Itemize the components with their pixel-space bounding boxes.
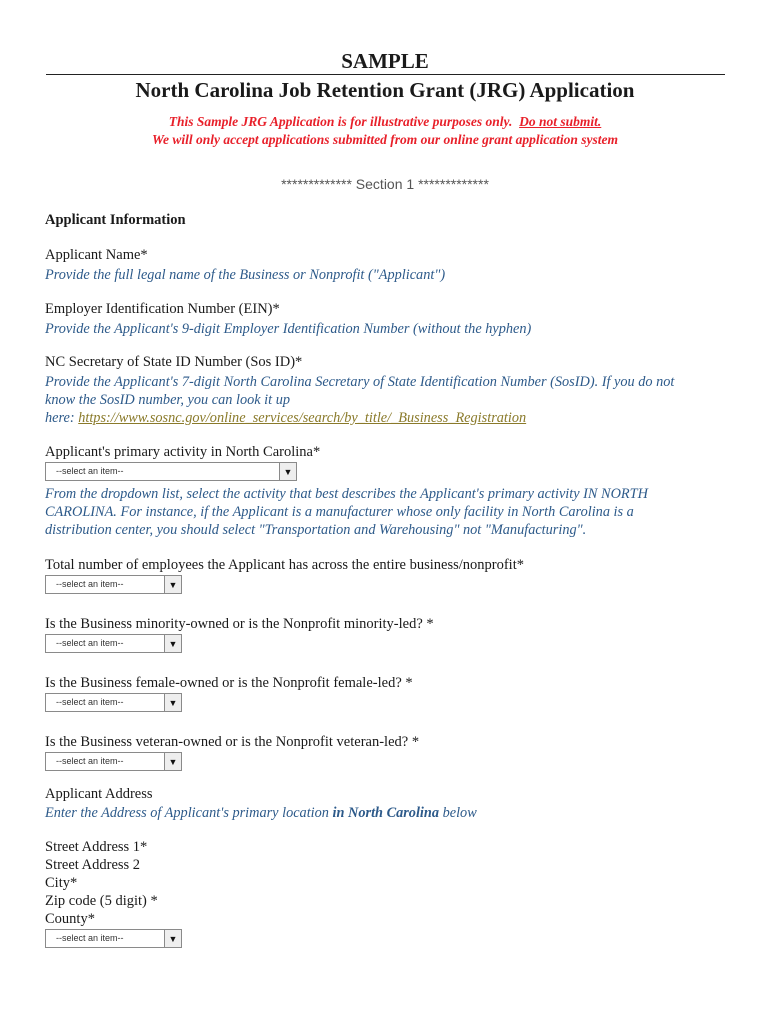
applicant-address-help xyxy=(45,804,725,822)
primary-activity-select[interactable] xyxy=(45,462,297,481)
sos-lookup-link[interactable]: https://www.sosnc.gov/online_services/search/by_title/_Business_Registration xyxy=(78,410,527,426)
sos-help-here: here: xyxy=(45,410,79,426)
female-owned-selected: --select an item-- xyxy=(56,697,124,707)
female-owned-label: Is the Business female-owned or is the Nonprofit female-led? * xyxy=(45,675,413,691)
employees-label: Total number of employees the Applicant has across the entire business/nonprofit* xyxy=(45,557,524,573)
street-address-2-label: Street Address 2 xyxy=(45,857,141,873)
veteran-owned-label: Is the Business veteran-owned or is the Nonprofit veteran-led? * xyxy=(45,734,420,750)
chevron-down-icon[interactable]: ▼ xyxy=(164,930,181,947)
minority-owned-selected: --select an item-- xyxy=(56,638,124,648)
minority-owned-label: Is the Business minority-owned or is the Nonprofit minority-led? * xyxy=(45,616,434,632)
street-address-1-label: Street Address 1* xyxy=(45,839,148,855)
notice-line-2: We will only accept applications submitted from our online grant application system xyxy=(152,132,618,147)
county-label: County* xyxy=(45,911,95,927)
sos-help-line-3 xyxy=(45,409,725,427)
sos-help-line-2: know the SosID number, you can look it up xyxy=(45,392,290,408)
applicant-name-label: Applicant Name* xyxy=(45,247,148,263)
sos-id-help xyxy=(45,373,725,427)
applicant-info-heading: Applicant Information xyxy=(45,212,186,228)
primary-activity-help xyxy=(45,485,725,539)
employees-select[interactable] xyxy=(45,575,182,594)
applicant-address-label: Applicant Address xyxy=(45,786,153,802)
activity-help-line-1: From the dropdown list, select the activity that best describes the Applicant's primary activity IN NORTH xyxy=(45,486,648,502)
header-divider xyxy=(46,74,725,75)
ein-help: Provide the Applicant's 9-digit Employer Identification Number (without the hyphen) xyxy=(45,321,532,337)
address-help-prefix: Enter the Address of Applicant's primary location xyxy=(45,805,333,821)
page-title: North Carolina Job Retention Grant (JRG) Application xyxy=(135,78,635,102)
activity-help-line-3: distribution center, you should select "Transportation and Warehousing" not "Manufacturing". xyxy=(45,522,587,538)
city-label: City* xyxy=(45,875,78,891)
activity-help-line-2: CAROLINA. For instance, if the Applicant is a manufacturer whose only facility in North Carolina is a xyxy=(45,504,634,520)
do-not-submit-text: Do not submit. xyxy=(519,114,602,129)
veteran-owned-select[interactable] xyxy=(45,752,182,771)
applicant-name-help: Provide the full legal name of the Business or Nonprofit ("Applicant") xyxy=(45,267,446,283)
address-help-suffix: below xyxy=(439,805,477,821)
sample-label: SAMPLE xyxy=(341,49,429,73)
notice-line-1 xyxy=(0,114,770,130)
zip-code-label: Zip code (5 digit) * xyxy=(45,893,158,909)
county-select[interactable] xyxy=(45,929,182,948)
ein-label: Employer Identification Number (EIN)* xyxy=(45,301,280,317)
address-help-bold: in North Carolina xyxy=(332,805,440,821)
employees-selected: --select an item-- xyxy=(56,579,124,589)
sos-help-line-1: Provide the Applicant's 7-digit North Carolina Secretary of State Identification Number (SosID). If you do not xyxy=(45,374,675,390)
chevron-down-icon[interactable]: ▼ xyxy=(164,753,181,770)
minority-owned-select[interactable] xyxy=(45,634,182,653)
chevron-down-icon[interactable]: ▼ xyxy=(164,635,181,652)
chevron-down-icon[interactable]: ▼ xyxy=(164,694,181,711)
county-selected: --select an item-- xyxy=(56,933,124,943)
chevron-down-icon[interactable]: ▼ xyxy=(164,576,181,593)
chevron-down-icon[interactable]: ▼ xyxy=(279,463,296,480)
primary-activity-selected: --select an item-- xyxy=(56,466,124,476)
notice-text: This Sample JRG Application is for illustrative purposes only. xyxy=(168,114,513,129)
section-divider: ************* Section 1 ************* xyxy=(281,176,489,192)
female-owned-select[interactable] xyxy=(45,693,182,712)
veteran-owned-selected: --select an item-- xyxy=(56,756,124,766)
sos-id-label: NC Secretary of State ID Number (Sos ID)* xyxy=(45,354,303,370)
primary-activity-label: Applicant's primary activity in North Carolina* xyxy=(45,444,321,460)
